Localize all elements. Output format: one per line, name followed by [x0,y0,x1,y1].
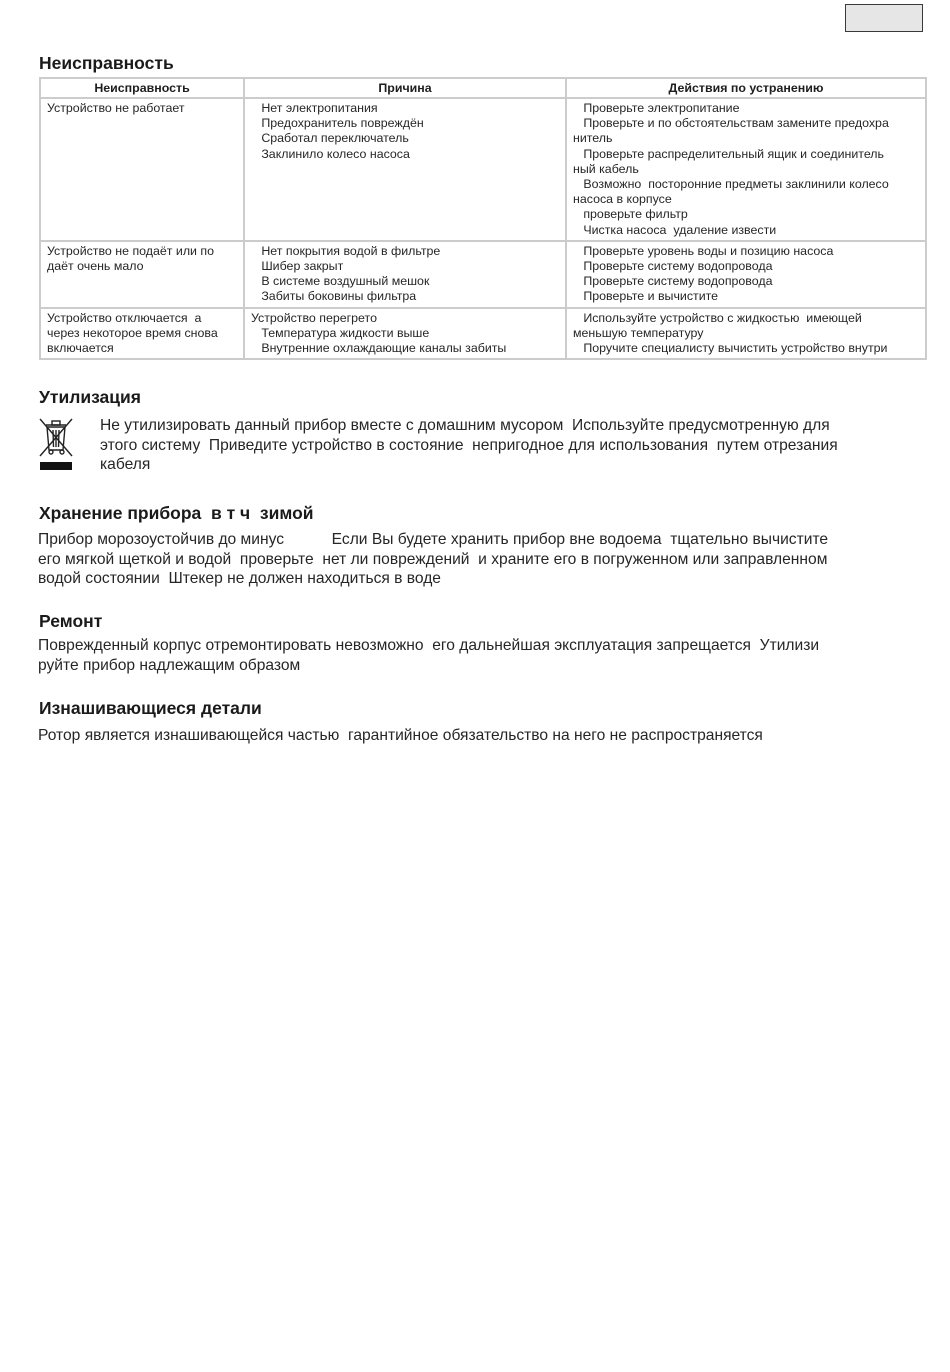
action-line: Проверьте распределительный ящик и соединитель [573,146,884,161]
disposal-paragraph [100,416,838,475]
fault-line: Устройство не работает [47,101,185,115]
fault-line: Устройство не подаёт или по [47,243,215,258]
paragraph-line: Прибор морозоустойчив до минус Если Вы будете хранить прибор вне водоема тщательно вычистите [38,531,829,548]
action-line: Чистка насоса удаление извести [573,222,777,237]
action-line: Проверьте электропитание [573,101,740,115]
fault-line: даёт очень мало [47,259,144,274]
action-line: ный кабель [573,161,639,176]
action-line: проверьте фильтр [573,207,688,222]
column-header-cause: Причина [244,78,566,98]
column-header-fault: Неисправность [40,78,244,98]
fault-line: Устройство отключается а [47,310,202,325]
cause-line: Нет электропитания [251,101,378,115]
wear-parts-heading: Изнашивающиеся детали [39,698,262,718]
fault-cell [40,241,244,308]
action-line: Используйте устройство с жидкостью имеющей [573,310,862,325]
paragraph-line: его мягкой щеткой и водой проверьте нет ли повреждений и храните его в погруженном или заправленном [38,550,828,568]
cause-line: Заклинило колесо насоса [251,146,410,161]
cause-line: Сработал переключатель [251,131,409,146]
cause-line: Предохранитель повреждён [251,116,424,131]
action-line: Проверьте и вычистите [573,289,719,304]
table-row [40,308,926,360]
cause-cell [244,308,566,360]
troubleshooting-table [39,77,927,360]
storage-heading: Хранение прибора в т ч зимой [39,503,314,523]
paragraph-line: руйте прибор надлежащим образом [38,656,301,674]
crossed-out-wheelie-bin-icon [38,416,74,472]
action-line: Проверьте уровень воды и позицию насоса [573,243,834,258]
language-tab-box [845,4,923,32]
table-row [40,241,926,308]
troubleshooting-heading: Неисправность [39,53,174,73]
wear-parts-paragraph [38,726,763,746]
cause-line: Внутренние охлаждающие каналы забиты [251,341,507,356]
cause-line: Устройство перегрето [251,310,377,325]
action-line: Проверьте систему водопровода [573,274,773,289]
cause-cell [244,98,566,241]
paragraph-line: водой состоянии Штекер не должен находиться в воде [38,570,441,587]
paragraph-line: Ротор является изнашивающейся частью гарантийное обязательство на него не распространяется [38,727,763,744]
paragraph-line: кабеля [100,456,151,473]
storage-paragraph [38,530,828,589]
cause-line: Температура жидкости выше [251,325,430,340]
fault-line: через некоторое время снова [47,325,218,340]
table-row [40,98,926,241]
action-line: Поручите специалисту вычистить устройство внутри [573,341,888,356]
action-cell [566,308,926,360]
fault-line: включается [47,341,114,356]
action-line: Проверьте систему водопровода [573,259,773,274]
cause-line: Забиты боковины фильтра [251,289,417,304]
repair-heading: Ремонт [39,611,103,631]
action-line: Проверьте и по обстоятельствам замените предохра [573,116,889,131]
action-line: Возможно посторонние предметы заклинили колесо [573,177,889,192]
paragraph-line: Не утилизировать данный прибор вместе с домашним мусором Используйте предусмотренную для [100,417,830,434]
action-line: нитель [573,131,613,146]
paragraph-line: Поврежденный корпус отремонтировать невозможно его дальнейшая эксплуатация запрещается Утилизи [38,637,820,654]
fault-cell [40,308,244,360]
fault-cell [40,98,244,241]
action-cell [566,98,926,241]
action-cell [566,241,926,308]
action-line: меньшую температуру [573,325,704,340]
cause-cell [244,241,566,308]
cause-line: Шибер закрыт [251,259,344,274]
action-line: насоса в корпусе [573,192,672,207]
column-header-action: Действия по устранению [566,78,926,98]
table-header-row [40,78,926,98]
repair-paragraph [38,636,819,675]
cause-line: Нет покрытия водой в фильтре [251,243,441,258]
disposal-heading: Утилизация [39,387,142,407]
cause-line: В системе воздушный мешок [251,274,430,289]
paragraph-line: этого систему Приведите устройство в состояние непригодное для использования путем отрезания [100,436,838,454]
